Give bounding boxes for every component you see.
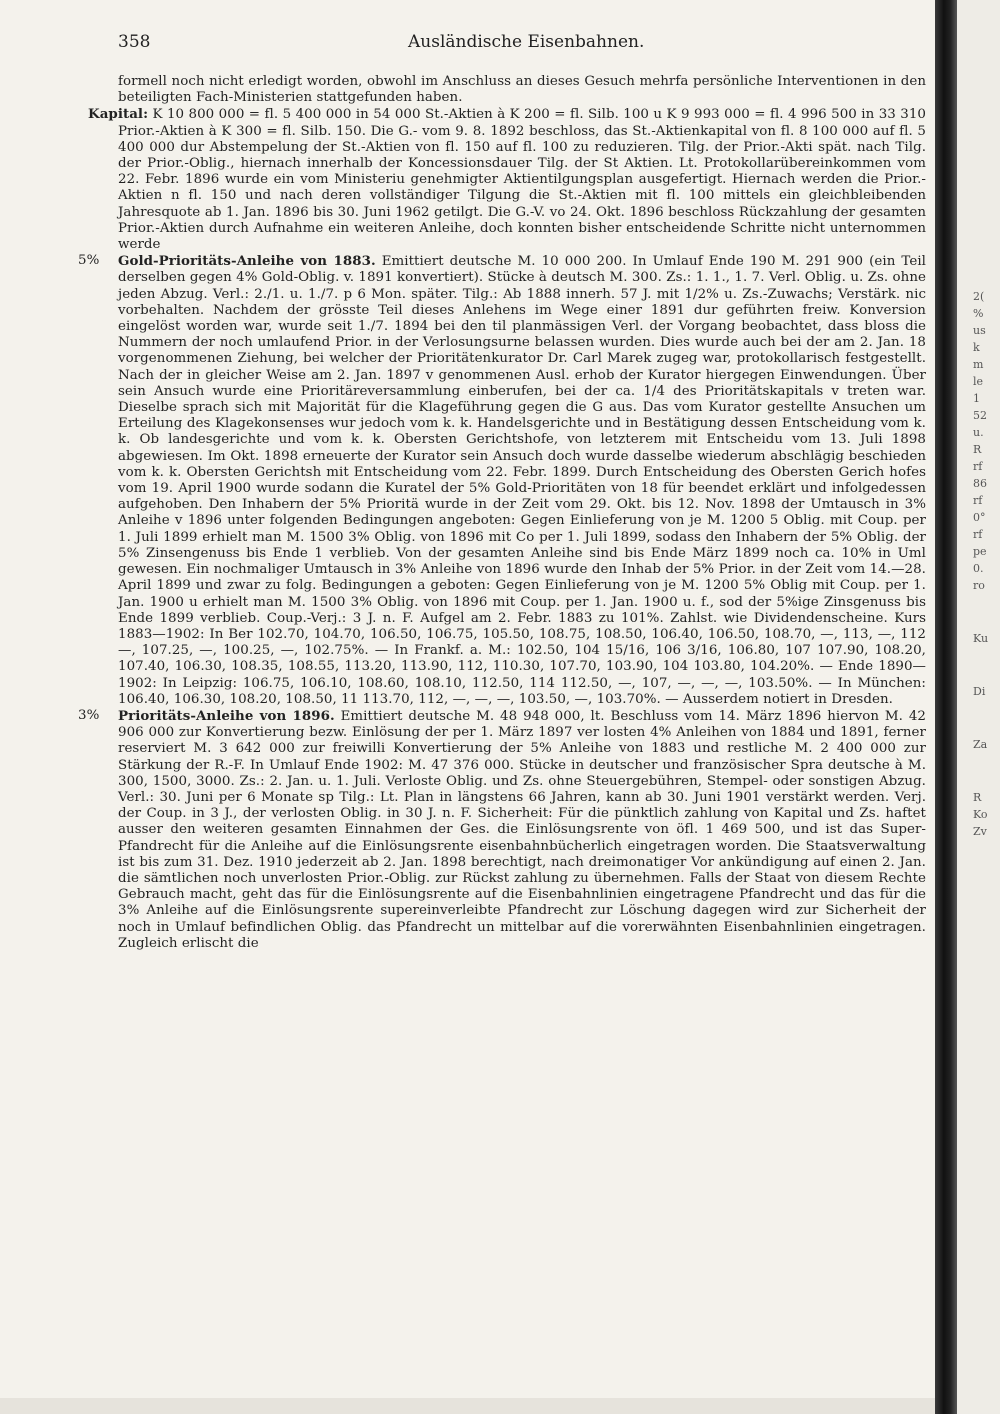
facing-fragment: le (973, 375, 984, 388)
facing-page-fragments (957, 0, 1000, 838)
facing-fragment: pe (973, 545, 987, 558)
facing-fragment: % (973, 307, 984, 320)
facing-fragment: Za (973, 738, 988, 751)
kapital-paragraph (88, 106, 927, 253)
facing-fragment: 1 (973, 392, 980, 405)
facing-fragment: R (973, 443, 982, 456)
kapital-label: Kapital: (88, 106, 149, 123)
facing-fragment: R (973, 791, 982, 804)
facing-page-edge (957, 0, 1000, 1414)
facing-fragment: k (973, 341, 980, 354)
facing-fragment: m (973, 358, 984, 371)
rate-1896: 3% (78, 707, 100, 723)
text-1896: Emittiert deutsche M. 48 948 000, lt. Beschluss vom 14. März 1896 hiervon M. 42 906 000 zur Konvertierung bezw. Einlösung der per 1. März 1897 ver losten 4% Anleihen von 1884 und 1891, ferner reserviert M. 3 642 000 zur freiwilli Konvertierung der 5% Anleihe von 1883 und restliche M. 2 400 000 zur Stärkung der R.-F. In Umlauf Ende 1902: M. 47 376 000. Stücke in deutscher und französischer Spra deutsche à M. 300, 1500, 3000. Zs.: 2. Jan. u. 1. Juli. Verloste Oblig. und Zs. ohne Steuergebühren, Stempel- oder sonstigen Abzug. Verl.: 30. Juni per 6 Monate sp Tilg.: Lt. Plan in längstens 66 Jahren, kann ab 30. Juni 1901 verstärkt werden. Verj. der Coup. in 3 J., der verlosten Oblig. in 30 J. n. F. Sicherheit: Für die pünktlich zahlung von Kapital und Zs. haftet ausser den weiteren gesamten Einnahmen der Ges. die Einlösungsrente von öfl. 1 469 500, und ist das Super-Pfandrecht für die Anleihe auf die Einlösungsrente eisenbahnbücherlich eingetragen worden. Die Staatsverwaltung ist bis zum 31. Dez. 1910 jederzeit ab 2. Jan. 1898 berechtigt, nach dreimonatiger Vor ankündigung auf einen 2. Jan. die sämtlichen noch unverlosten Prior.-Oblig. zur Rückst zahlung zu übernehmen. Falls der Staat von diesem Rechte Gebrauch macht, geht das für die Einlösungsrente auf die Eisenbahnlinien eingetragene Pfandrecht und das für die 3% Anleihe auf die Einlösungsrente supereinverleibte Pfandrecht zur Löschung dagegen wird zur Sicherheit der noch in Umlauf befindlichen Oblig. das Pfandrecht un mittelbar auf die vorerwähnten Eisenbahnlinien eingetragen. Zugleich erlischt die (118, 708, 926, 951)
body-text (78, 74, 927, 952)
book-spine-gutter (935, 0, 957, 1414)
facing-fragment: ro (973, 579, 985, 592)
facing-fragment: rf (973, 528, 983, 541)
heading-1896: Prioritäts-Anleihe von 1896. (118, 707, 335, 724)
heading-1883: Gold-Prioritäts-Anleihe von 1883. (118, 253, 376, 270)
facing-fragment: Ko (973, 808, 988, 821)
facing-fragment: 0. (973, 562, 984, 575)
running-title: Ausländische Eisenbahnen. (408, 32, 645, 52)
page-bottom-edge (0, 1398, 935, 1414)
section-1883 (78, 253, 926, 708)
section-1896 (78, 707, 926, 952)
rate-1883: 5% (78, 253, 100, 269)
intro-paragraph: formell noch nicht erledigt worden, obwohl im Anschluss an dieses Gesuch mehrfa persönliche Interventionen in den beteiligten Fach-Ministerien stattgefunden haben. (118, 74, 926, 106)
text-1883: Emittiert deutsche M. 10 000 200. In Umlauf Ende 190 M. 291 900 (ein Teil derselben gegen 4% Gold-Oblig. v. 1891 konvertiert). Stücke à deutsch M. 300. Zs.: 1. 1., 1. 7. Verl. Oblig. u. Zs. ohne jeden Abzug. Verl.: 2./1. u. 1./7. p 6 Mon. später. Tilg.: Ab 1888 innerh. 57 J. mit 1/2% u. Zs.-Zuwachs; Verstärk. nic vorbehalten. Nachdem der grösste Teil dieses Anlehens im Wege einer 1891 dur geführten freiw. Konversion eingelöst worden war, wurde seit 1./7. 1894 bei den til planmässigen Verl. der Vorgang beobachtet, dass bloss die Nummern der noch umlaufend Prior. in der Verlosungsurne belassen wurden. Dies wurde auch bei der am 2. Jan. 18 vorgenommenen Ziehung, bei welcher der Prioritätenkurator Dr. Carl Marek zugeg war, protokollarisch festgestellt. Nach der in gleicher Weise am 2. Jan. 1897 v genommenen Ausl. erhob der Kurator hiergegen Einwendungen. Über sein Ansuch wurde eine Prioritäreversammlung einberufen, bei der ca. 1/4 des Prioritätskapitals v treten war. Dieselbe sprach sich mit Majorität für die Klageführung gegen die G aus. Das vom Kurator gestellte Ansuchen um Erteilung des Klagekonsenses wur jedoch vom k. k. Handelsgerichte und in Bestätigung dessen Entscheidung vom k. k. Ob landesgerichte und vom k. k. Obersten Gerichtshofe, von letzterem mit Entscheidu vom 13. Juli 1898 abgewiesen. Im Okt. 1898 erneuerte der Kurator sein Ansuch doch wurde dasselbe wiederum abschlägig beschieden vom k. k. Obersten Gerichtsh mit Entscheidung vom 22. Febr. 1899. Durch Entscheidung des Obersten Gerich hofes vom 19. April 1900 wurde sodann die Kuratel der 5% Gold-Prioritäten von 18 für beendet erklärt und infolgedessen aufgehoben. Den Inhabern der 5% Prioritä wurde in der Zeit vom 29. Okt. bis 12. Nov. 1898 der Umtausch in 3% Anleihe v 1896 unter folgenden Bedingungen angeboten: Gegen Einlieferung von je M. 1200 5 Oblig. mit Coup. per 1. Juli 1899 erhielt man M. 1500 3% Oblig. von 1896 mit Co per 1. Juli 1899, sodass den Inhabern der 5% Oblig. der 5% Zinsengenuss bis Ende 1 verblieb. Von der gesamten Anleihe sind bis Ende März 1899 noch ca. 10% in Uml gewesen. Ein nochmaliger Umtausch in 3% Anleihe von 1896 wurde den Inhab der 5% Prior. in der Zeit vom 14.—28. April 1899 und zwar zu folg. Bedingungen a geboten: Gegen Einlieferung von je M. 1200 5% Oblig mit Coup. per 1. Jan. 1900 u erhielt man M. 1500 3% Oblig. von 1896 mit Coup. per 1. Jan. 1900 u. f., sod der 5%ige Zinsgenuss bis Ende 1899 verblieb. Coup.-Verj.: 3 J. n. F. Aufgel am 2. Febr. 1883 zu 101%. Zahlst. wie Dividendenscheine. Kurs 1883—1902: In Ber 102.70, 104.70, 106.50, 106.75, 105.50, 108.75, 108.50, 106.40, 106.50, 108.70, —, 113, —, 112 —, 107.25, —, 100.25, —, 102.75%. — In Frankf. a. M.: 102.50, 104 15/16, 106 3/16, 106.80, 107 107.90, 108.20, 107.40, 106.30, 108.35, 108.55, 113.20, 113.90, 112, 110.30, 107.70, 103.90, 104 103.80, 104.20%. — Ende 1890—1902: In Leipzig: 106.75, 106.10, 108.60, 108.10, 112.50, 114 112.50, —, 107, —, —, —, 103.50%. — In München: 106.40, 106.30, 108.20, 108.50, 11 113.70, 112, —, —, —, 103.50, —, 103.70%. — Ausserdem notiert in Dresden. (118, 254, 926, 707)
facing-fragment: Di (973, 685, 986, 698)
facing-fragment: Zv (973, 825, 987, 838)
facing-fragment: us (973, 324, 986, 337)
facing-fragment: 2( (973, 290, 985, 303)
facing-fragment: u. (973, 426, 984, 439)
facing-fragment: 0° (973, 511, 986, 524)
kapital-text: K 10 800 000 = fl. 5 400 000 in 54 000 St.-Aktien à K 200 = fl. Silb. 100 u K 9 993 000 = fl. 4 996 500 in 33 310 Prior.-Aktien à K 300 = fl. Silb. 150. Die G.- vom 9. 8. 1892 beschloss, das St.-Aktienkapital von fl. 8 100 000 auf fl. 5 400 000 dur Abstempelung der St.-Aktien von fl. 150 auf fl. 100 zu reduzieren. Tilg. der Prior.-Akti spät. nach Tilg. der Prior.-Oblig., hiernach innerhalb der Koncessionsdauer Tilg. der St Aktien. Lt. Protokollarübereinkommen vom 22. Febr. 1896 wurde ein vom Ministeriu genehmigter Aktientilgungsplan ausgefertigt. Hiernach werden die Prior.-Aktien n fl. 150 und nach deren vollständiger Tilgung die St.-Aktien mit fl. 100 mittels ein gleichbleibenden Jahresquote ab 1. Jan. 1896 bis 30. Juni 1962 getilgt. Die G.-V. vo 24. Okt. 1896 beschloss Rückzahlung der gesamten Prior.-Aktien durch Aufnahme ein weiteren Anleihe, doch konnten bisher entscheidende Schritte nicht unternommen werde (118, 107, 927, 253)
page-number: 358 (118, 32, 151, 52)
facing-fragment: 86 (973, 477, 987, 490)
paragraph-1883 (118, 253, 926, 708)
facing-fragment: Ku (973, 632, 989, 645)
facing-fragment: rf (973, 460, 983, 473)
facing-fragment: rf (973, 494, 983, 507)
running-head (118, 32, 878, 56)
paragraph-1896 (118, 708, 926, 952)
facing-fragment: 52 (973, 409, 987, 422)
